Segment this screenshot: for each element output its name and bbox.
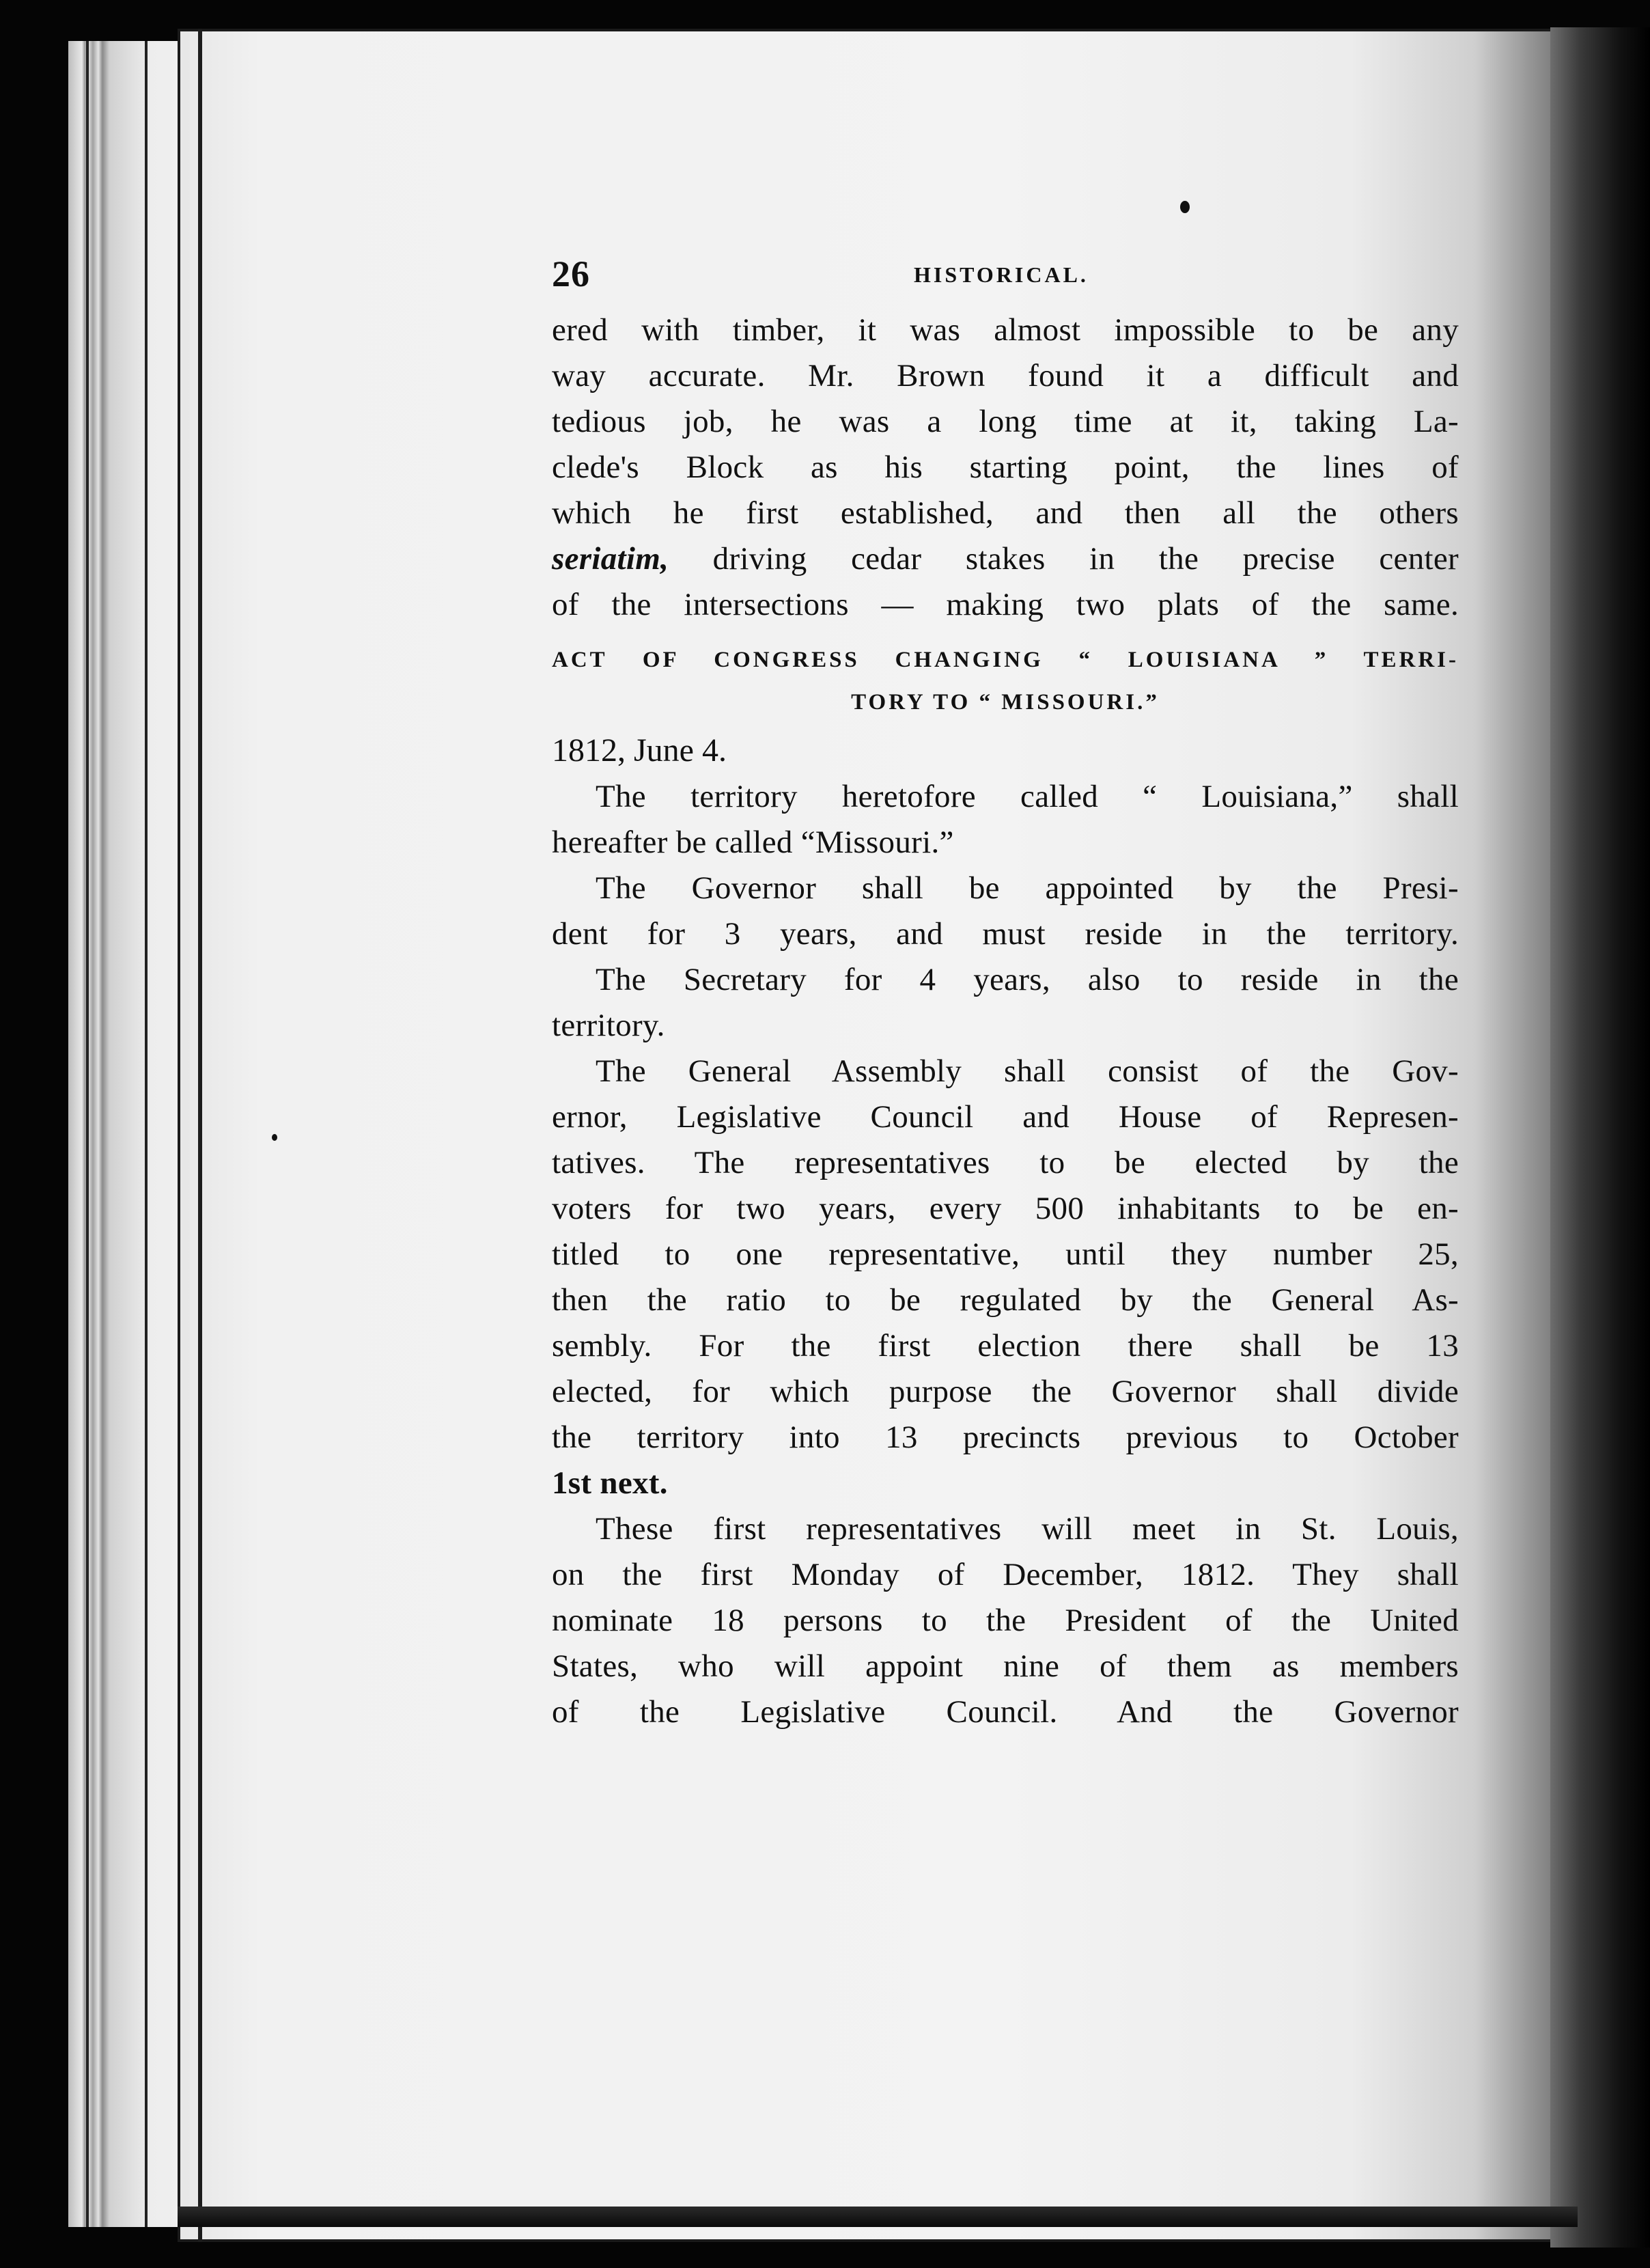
text-line: dent for 3 years, and must reside in the territory.	[552, 916, 1459, 952]
section-heading	[552, 639, 1459, 723]
ink-speck	[1180, 201, 1190, 213]
running-title: HISTORICAL.	[914, 262, 1089, 287]
text-line: of the intersections — making two plats of the same.	[552, 587, 1459, 622]
page-number: 26	[552, 253, 590, 294]
text-line: tatives. The representatives to be elected by the	[552, 1145, 1459, 1180]
text-line: which he first established, and then all the others	[552, 495, 1459, 531]
running-head	[552, 253, 1459, 307]
text-line: ered with timber, it was almost impossible to be any	[552, 312, 1459, 348]
text-line: The General Assembly shall consist of the Gov-	[596, 1053, 1459, 1089]
text-line: 1st next.	[552, 1465, 668, 1501]
text-line: territory.	[552, 1008, 665, 1043]
section-heading-line: TORY TO “ MISSOURI.”	[851, 690, 1160, 715]
page-edge-line	[86, 41, 89, 2227]
paragraph-secretary	[552, 957, 1459, 1049]
text-line: sembly. For the first election there shall be 13	[552, 1328, 1459, 1364]
paragraph-first-representatives	[552, 1506, 1459, 1735]
page-border	[198, 29, 202, 2242]
text-line: The Secretary for 4 years, also to reside in the	[596, 962, 1459, 997]
text-line: titled to one representative, until they number 25,	[552, 1236, 1459, 1272]
text-line: The Governor shall be appointed by the Presi-	[596, 870, 1459, 906]
paragraph-governor	[552, 866, 1459, 957]
text-line: voters for two years, every 500 inhabitants to be en-	[552, 1191, 1459, 1226]
text-line: ernor, Legislative Council and House of Represen-	[552, 1099, 1459, 1135]
text-line: the territory into 13 precincts previous to October	[552, 1420, 1459, 1455]
page-bottom-edge	[178, 2207, 1578, 2227]
text-line: on the first Monday of December, 1812. They shall	[552, 1557, 1459, 1592]
section-heading-line: ACT OF CONGRESS CHANGING “ LOUISIANA ” TERRI-	[552, 648, 1459, 672]
page-edge-line	[145, 41, 148, 2227]
act-date: 1812, June 4.	[552, 732, 727, 769]
ink-speck	[272, 1134, 277, 1141]
text-line: of the Legislative Council. And the Governor	[552, 1694, 1459, 1730]
text-line: then the ratio to be regulated by the General As-	[552, 1282, 1459, 1318]
text-line: way accurate. Mr. Brown found it a difficult and	[552, 358, 1459, 393]
text-line	[552, 536, 1459, 582]
text-line: tedious job, he was a long time at it, taking La-	[552, 404, 1459, 439]
text-line: The territory heretofore called “ Louisiana,” shall	[596, 779, 1459, 814]
text-fragment: driving cedar stakes in the precise center	[669, 541, 1459, 577]
text-line: These first representatives will meet in St. Louis,	[596, 1511, 1459, 1547]
paragraph-survey	[552, 307, 1459, 628]
text-line: clede's Block as his starting point, the lines of	[552, 450, 1459, 485]
text-column	[552, 253, 1459, 1735]
paragraph-general-assembly	[552, 1049, 1459, 1506]
text-line: States, who will appoint nine of them as members	[552, 1648, 1459, 1684]
text-line: nominate 18 persons to the President of the United	[552, 1603, 1459, 1638]
text-line: hereafter be called “Missouri.”	[552, 825, 954, 860]
text-line: elected, for which purpose the Governor shall divide	[552, 1374, 1459, 1409]
italic-word: seriatim,	[552, 541, 669, 577]
paragraph-territory-name	[552, 774, 1459, 866]
gutter-shadow	[1550, 27, 1650, 2248]
